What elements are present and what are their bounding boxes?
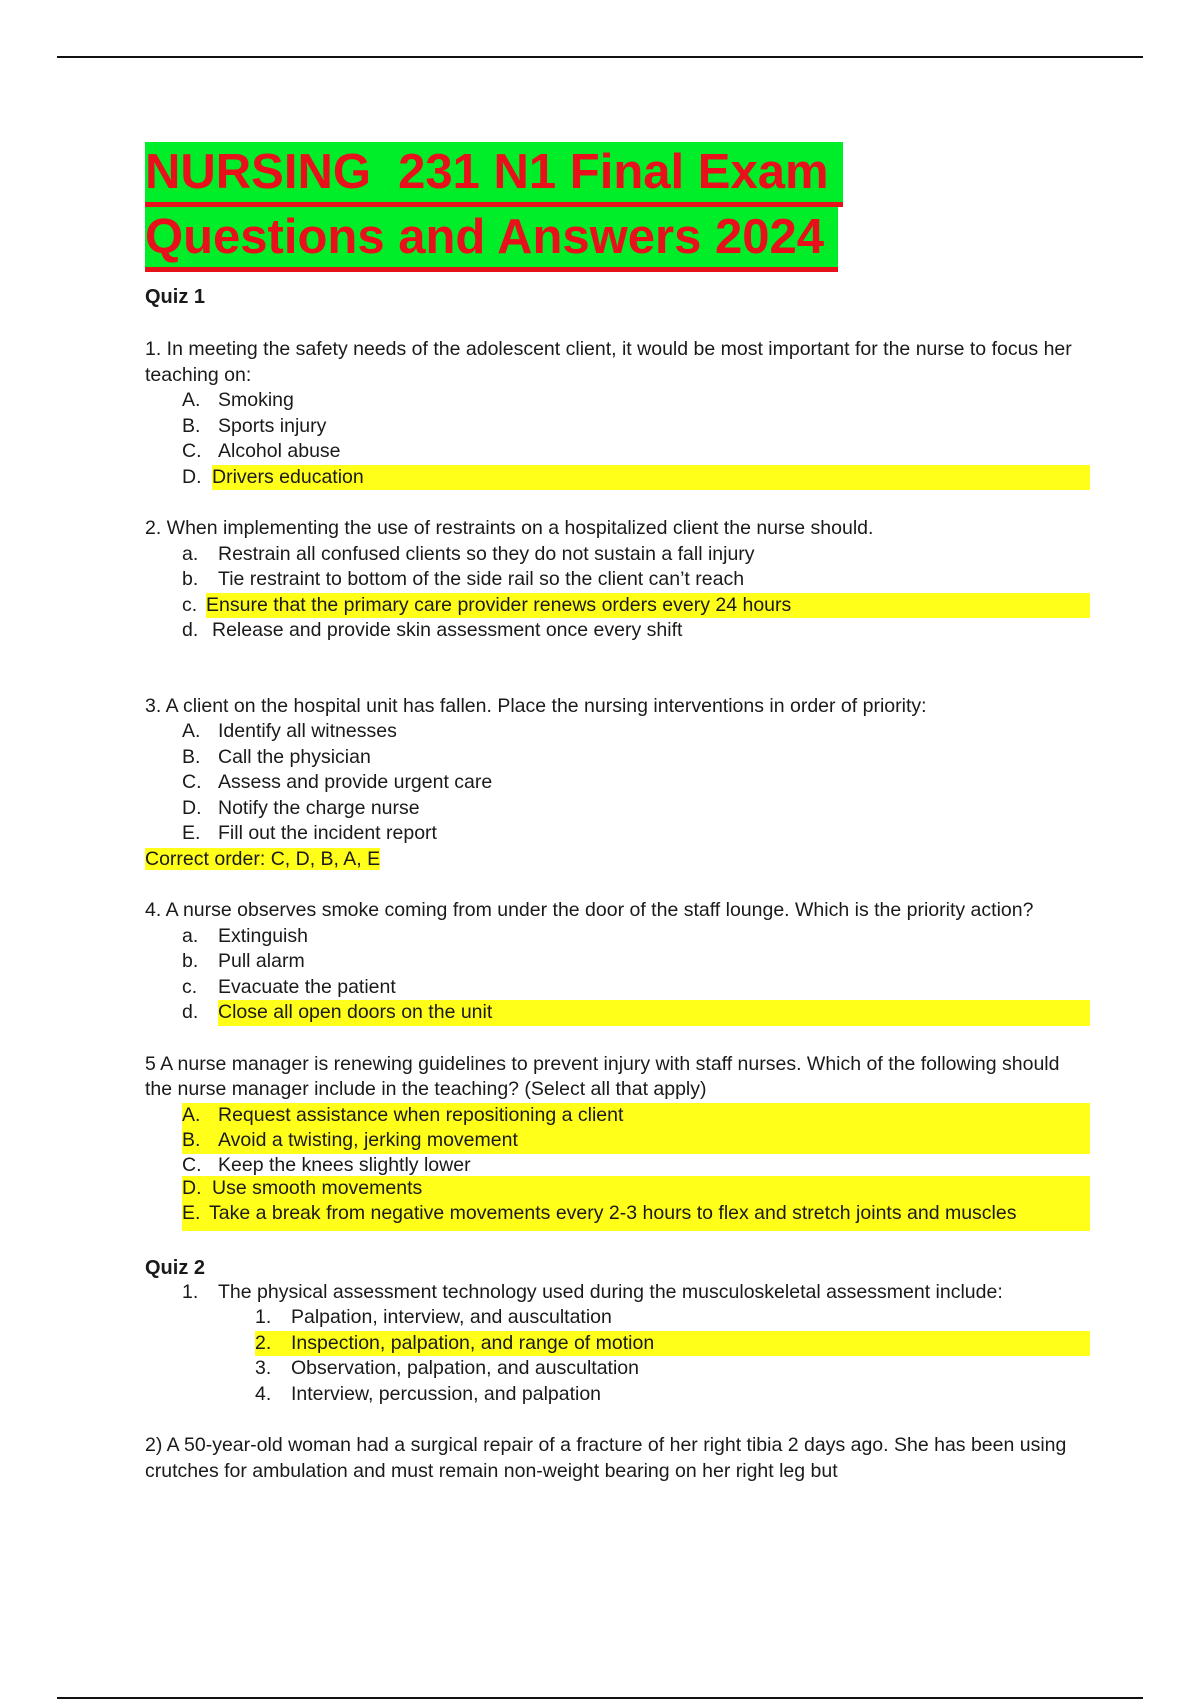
option-a: a. Extinguish	[182, 924, 308, 947]
option-d: D. Notify the charge nurse	[182, 796, 420, 819]
question-text: 2) A 50-year-old woman had a surgical repair of a fracture of her right tibia 2 days ago. She has been using crutches for ambulation and must remain non-weight bearing on her right leg but	[145, 1434, 1067, 1482]
option-d: d. Release and provide skin assessment once every shift	[182, 619, 683, 641]
option-d-answer: D. Use smooth movements	[182, 1176, 1090, 1202]
option-e: E. Fill out the incident report	[182, 822, 437, 844]
option-b: B. Call the physician	[182, 745, 371, 768]
quiz-2-question-2	[145, 1433, 1090, 1484]
option-d-answer: D. Drivers education	[182, 465, 1090, 491]
quiz-2-heading: Quiz 2	[145, 1256, 206, 1279]
option-b-answer: B. Avoid a twisting, jerking movement	[182, 1128, 1090, 1154]
document-body	[145, 142, 1090, 1484]
title-line-1: NURSING 231 N1 Final Exam	[145, 142, 843, 207]
question-5	[145, 1052, 1090, 1231]
option-1: 1. Palpation, interview, and auscultation	[255, 1306, 612, 1328]
option-4: 4. Interview, percussion, and palpation	[255, 1382, 602, 1405]
option-d-answer: d. Close all open doors on the unit	[182, 1000, 1090, 1026]
option-a: A. Identify all witnesses	[182, 720, 397, 742]
question-1	[145, 337, 1090, 490]
quiz-1-heading: Quiz 1	[145, 286, 206, 308]
option-c: C. Keep the knees slightly lower	[182, 1153, 471, 1176]
option-c: c. Evacuate the patient	[182, 975, 396, 998]
option-a-answer: A. Request assistance when repositioning a client	[182, 1103, 1090, 1129]
bottom-rule	[57, 1697, 1143, 1699]
question-4	[145, 898, 1090, 1026]
option-c: C. Assess and provide urgent care	[182, 771, 493, 793]
document-title	[145, 142, 1090, 272]
option-b: b. Tie restraint to bottom of the side rail so the client can’t reach	[182, 568, 745, 590]
question-text: 3. A client on the hospital unit has fallen. Place the nursing interventions in order of priority:	[145, 694, 927, 717]
option-a: a. Restrain all confused clients so they do not sustain a fall injury	[182, 542, 755, 565]
question-text: 1. The physical assessment technology used during the musculoskeletal assessment include:	[182, 1280, 1003, 1303]
option-c: C. Alcohol abuse	[182, 440, 341, 462]
question-text: 4. A nurse observes smoke coming from under the door of the staff lounge. Which is the priority action?	[145, 899, 1034, 921]
quiz-2-question-1	[145, 1280, 1090, 1408]
question-text: 1. In meeting the safety needs of the adolescent client, it would be most important for the nurse to focus her teaching on:	[145, 338, 1072, 386]
option-b: B. Sports injury	[182, 414, 327, 437]
title-line-2: Questions and Answers 2024	[145, 207, 838, 272]
option-c-answer: c. Ensure that the primary care provider renews orders every 24 hours	[182, 593, 1090, 619]
question-2	[145, 516, 1090, 644]
option-2-answer: 2. Inspection, palpation, and range of motion	[255, 1331, 1090, 1357]
top-rule	[57, 56, 1143, 58]
question-text: 2. When implementing the use of restraints on a hospitalized client the nurse should.	[145, 517, 874, 539]
question-text: 5 A nurse manager is renewing guidelines to prevent injury with staff nurses. Which of the following should the nurse manager include in the teaching? (Select all that apply)	[145, 1052, 1060, 1100]
question-3	[145, 694, 1090, 873]
option-3: 3. Observation, palpation, and auscultation	[255, 1357, 639, 1379]
option-b: b. Pull alarm	[182, 950, 305, 972]
option-a: A. Smoking	[182, 389, 294, 411]
answer-line: Correct order: C, D, B, A, E	[145, 847, 381, 870]
option-e-answer: E. Take a break from negative movements every 2-3 hours to flex and stretch joints and muscles	[182, 1201, 1090, 1231]
